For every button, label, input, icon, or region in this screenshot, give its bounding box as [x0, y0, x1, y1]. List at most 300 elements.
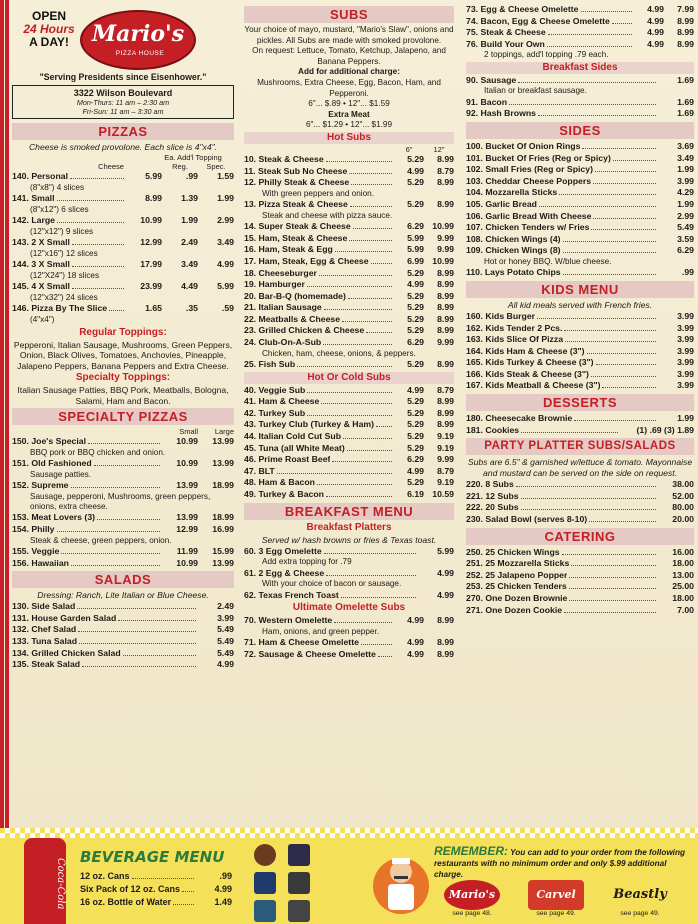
chef-mascot-icon	[368, 846, 434, 920]
item-description: (4"x4")	[30, 314, 55, 324]
salad-list	[12, 601, 234, 671]
leader-dots	[173, 904, 194, 905]
leader-dots	[326, 575, 416, 576]
item-price: 8.99	[677, 38, 694, 49]
item-name: 49. Turkey & Bacon	[244, 489, 324, 499]
subs-header: SUBS	[244, 6, 454, 23]
item-price: 16.00	[672, 546, 694, 557]
party-list	[466, 479, 694, 525]
item-name: 130. Side Salad	[12, 601, 76, 612]
item-price: 12.99	[176, 524, 198, 535]
menu-item-row	[244, 408, 454, 420]
leader-dots	[516, 486, 656, 487]
column-left	[12, 4, 234, 671]
leader-dots	[341, 597, 416, 598]
leader-dots	[574, 420, 656, 421]
item-price: 8.99	[437, 153, 454, 164]
item-price: 3.99	[677, 310, 694, 321]
leader-dots	[319, 275, 392, 276]
leader-dots	[361, 644, 392, 645]
address-box	[12, 85, 234, 119]
item-description: With your choice of bacon or sausage.	[262, 579, 402, 589]
item-name: 142. Large	[12, 215, 55, 225]
item-price: 5.49	[217, 636, 234, 646]
leader-dots	[324, 309, 392, 310]
leader-dots	[564, 330, 656, 331]
item-name: 74. Bacon, Egg & Cheese Omelette	[466, 15, 610, 26]
subs-extra-price: 6"... $.89 • 12"... $1.59	[308, 99, 390, 109]
item-price: 1.69	[677, 74, 694, 85]
regular-toppings	[12, 327, 234, 371]
item-price: 10.99	[140, 215, 162, 225]
checker-border	[0, 828, 698, 838]
menu-item-row	[466, 211, 694, 223]
menu-item-row	[466, 380, 694, 392]
item-name: 13. Pizza Steak & Cheese	[244, 199, 348, 210]
leader-dots	[321, 403, 392, 404]
brand-logo-marios: Mario's	[444, 880, 500, 910]
thumb-icon-2	[288, 844, 310, 866]
menu-item-row	[244, 489, 454, 501]
subs-extra-title: Add for additional charge:	[298, 67, 400, 77]
leader-dots	[324, 553, 416, 554]
item-price: 1.69	[677, 96, 694, 107]
item-price: 10.99	[176, 458, 198, 469]
logo-area	[12, 4, 234, 70]
a-day-label: A DAY!	[29, 35, 69, 49]
specialty-list	[12, 436, 234, 569]
item-price: 38.00	[672, 479, 694, 490]
item-price: 3.49	[181, 259, 198, 269]
menu-item-row	[244, 291, 454, 303]
platters-header: Breakfast Platters	[306, 521, 392, 533]
item-description: Sausage, pepperoni, Mushrooms, green peppers, onions, extra cheese.	[30, 491, 211, 512]
item-price: 4.49	[181, 281, 198, 291]
item-price: 5.29	[407, 290, 424, 301]
item-name: 20. Bar-B-Q (homemade)	[244, 290, 346, 301]
leader-dots	[307, 286, 392, 287]
item-price: 2.49	[181, 237, 198, 247]
restaurant-thumbnails	[252, 842, 314, 922]
item-price: 8.99	[437, 648, 454, 659]
item-price: 8.99	[437, 419, 454, 430]
item-price: 23.99	[140, 281, 162, 291]
item-price: 1.99	[677, 164, 694, 175]
menu-item-row	[244, 233, 454, 245]
item-price: 3.99	[677, 368, 694, 379]
menu-item-row	[244, 256, 454, 268]
item-price: 8.99	[437, 325, 454, 336]
leader-dots	[57, 531, 161, 532]
item-name: 10. Steak & Cheese	[244, 153, 324, 164]
menu-item-row	[466, 176, 694, 188]
address: 3322 Wilson Boulevard	[73, 88, 173, 98]
menu-item-row	[466, 97, 694, 109]
item-price: 4.99	[437, 567, 454, 578]
menu-item-row	[466, 502, 694, 514]
platters-note: Served w/ hash browns or fries & Texas toast.	[261, 534, 437, 545]
item-price: 5.29	[407, 419, 424, 430]
item-price: 4.99	[407, 384, 424, 395]
item-price: 1.99	[181, 215, 198, 225]
hours-weekday: Mon-Thurs: 11 am – 2:30 am	[76, 98, 170, 107]
item-name: 22. Meatballs & Cheese	[244, 313, 341, 324]
item-price: (1) .69 (3) 1.89	[636, 424, 694, 435]
item-price: .99	[681, 267, 694, 278]
leader-dots	[182, 891, 194, 892]
item-name: 72. Sausage & Cheese Omelette	[244, 648, 376, 659]
item-price: 8.99	[437, 637, 454, 648]
item-price: 16.99	[212, 524, 234, 535]
leader-dots	[350, 206, 392, 207]
menu-item-row	[466, 245, 694, 257]
item-description: (12"x32") 24 slices	[30, 292, 98, 302]
menu-item-row	[466, 369, 694, 381]
menu-item-row	[244, 466, 454, 478]
item-name: 100. Bucket Of Onion Rings	[466, 140, 581, 151]
item-name: 154. Philly	[12, 524, 55, 535]
item-name: 25. Fish Sub	[244, 359, 296, 370]
menu-item-row	[12, 193, 234, 205]
leader-dots	[118, 620, 196, 621]
item-name: 48. Ham & Bacon	[244, 477, 315, 488]
sides-list	[466, 141, 694, 279]
item-name: 104. Mozzarella Sticks	[466, 187, 558, 198]
menu-item-row	[12, 624, 234, 636]
item-price: 9.19	[437, 442, 454, 453]
item-description: 2 toppings, add'l topping .79 each.	[484, 50, 609, 60]
menu-item-row	[244, 359, 454, 371]
six-inch-head: 6"	[405, 144, 413, 154]
item-name: 106. Garlic Bread With Cheese	[466, 210, 592, 221]
item-price: 4.99	[214, 884, 232, 894]
menu-item-row	[466, 187, 694, 199]
item-price: 2.49	[217, 601, 234, 612]
party-header: PARTY PLATTER SUBS/SALADS	[466, 438, 694, 455]
small-head: Small	[179, 427, 198, 437]
brand-logo-carvel: Carvel	[528, 880, 584, 910]
item-name: 253. 25 Chicken Tenders	[466, 581, 567, 592]
reg-head: Reg.	[172, 162, 188, 171]
menu-item-row	[244, 385, 454, 397]
leader-dots	[537, 318, 656, 319]
item-name: 220. 8 Subs	[466, 479, 514, 490]
leader-dots	[326, 496, 392, 497]
menu-item-row	[80, 896, 232, 909]
item-name: 164. Kids Ham & Cheese (3")	[466, 345, 585, 356]
item-price: 18.00	[672, 593, 694, 603]
subs-extra: Mushrooms, Extra Cheese, Egg, Bacon, Ham, and Pepperoni.	[257, 77, 441, 98]
item-name: 46. Prime Roast Beef	[244, 454, 331, 465]
leader-dots	[366, 332, 392, 333]
item-name: 15. Ham, Steak & Cheese	[244, 232, 348, 243]
menu-item-row	[12, 171, 234, 183]
leader-dots	[612, 23, 632, 24]
menu-item-row	[466, 153, 694, 165]
cold-subs-list	[244, 385, 454, 501]
item-price: .99	[219, 871, 232, 881]
item-name: 271. One Dozen Cookie	[466, 604, 563, 615]
item-name: 140. Personal	[12, 171, 69, 181]
item-price: 13.99	[212, 557, 234, 568]
item-price: 5.99	[407, 244, 424, 255]
item-name: 101. Bucket Of Fries (Reg or Spicy)	[466, 152, 611, 163]
item-price: 13.00	[672, 569, 694, 580]
leader-dots	[349, 240, 392, 241]
item-price: 4.29	[677, 187, 694, 198]
omelette-list-b	[466, 4, 694, 61]
thumb-icon-3	[254, 872, 276, 894]
leader-dots	[334, 622, 392, 623]
leader-dots	[376, 426, 392, 427]
item-price: 20.00	[672, 514, 694, 525]
item-price: 8.99	[437, 313, 454, 324]
item-price: 5.49	[217, 624, 234, 635]
sides-header: SIDES	[466, 122, 694, 139]
item-price: 4.99	[407, 279, 424, 290]
item-price: 13.99	[176, 480, 198, 491]
pizza-column-head	[12, 153, 234, 162]
dessert-list	[466, 413, 694, 436]
item-price: 7.99	[677, 4, 694, 14]
item-name: 108. Chicken Wings (4)	[466, 233, 561, 244]
party-note: Subs are 6.5" & garnished w/lettuce & tomato. Mayonnaise and mustard can be served on the side on request.	[467, 457, 693, 479]
item-price: 8.99	[437, 407, 454, 418]
item-description: (8"x12") 6 slices	[30, 204, 89, 214]
menu-item-row	[466, 593, 694, 605]
hot-subs-header: Hot Subs	[244, 132, 454, 144]
item-name: 19. Hamburger	[244, 279, 305, 290]
leader-dots	[564, 612, 656, 613]
menu-item-row	[466, 39, 694, 51]
item-price: 10.99	[432, 221, 454, 232]
menu-item-row	[12, 237, 234, 249]
item-price: 4.99	[647, 15, 664, 26]
item-price: 6.99	[407, 255, 424, 266]
cold-subs-header: Hot Or Cold Subs	[244, 372, 454, 384]
item-name: 133. Tuna Salad	[12, 636, 78, 646]
item-name: 156. Hawaiian	[12, 557, 69, 568]
item-price: 5.29	[407, 396, 424, 407]
open-24-hours-badge	[18, 10, 80, 49]
menu-item-row	[466, 581, 694, 593]
item-name: 167. Kids Meatball & Cheese (3")	[466, 380, 601, 391]
leader-dots	[88, 443, 160, 444]
item-price: 5.29	[407, 267, 424, 278]
menu-item-row	[466, 267, 694, 279]
leader-dots	[94, 465, 160, 466]
item-name: 21. Italian Sausage	[244, 302, 322, 313]
menu-item-row	[12, 636, 234, 648]
item-price: 3.49	[217, 237, 234, 247]
item-price: .99	[185, 171, 198, 181]
item-price: 3.99	[217, 612, 234, 623]
leader-dots	[71, 487, 161, 488]
leader-dots	[343, 438, 392, 439]
leader-dots	[307, 392, 392, 393]
item-price: 6.29	[677, 245, 694, 256]
subs-request: On request: Lettuce, Tomato, Ketchup, Jalapeno, and Banana Peppers.	[252, 46, 446, 66]
item-price: 10.59	[432, 489, 454, 499]
item-name: 163. Kids Slice Of Pizza	[466, 334, 564, 345]
large-head: Large	[214, 427, 234, 437]
menu-item-row	[466, 199, 694, 211]
spec-head: Spec.	[206, 162, 226, 171]
menu-item-row	[466, 16, 694, 28]
hot-subs-list	[244, 154, 454, 371]
item-price: 8.99	[437, 199, 454, 210]
leader-dots	[70, 178, 124, 179]
item-description: Sausage patties.	[30, 469, 91, 479]
kids-list	[466, 311, 694, 392]
item-description: (12"x16") 12 slices	[30, 248, 98, 258]
item-price: 9.99	[437, 232, 454, 243]
menu-item-row	[466, 479, 694, 491]
item-price: 5.99	[217, 281, 234, 291]
item-description: (12"x12") 9 slices	[30, 226, 94, 236]
item-name: 18. Cheeseburger	[244, 267, 317, 278]
item-price: 8.99	[437, 359, 454, 370]
leader-dots	[351, 184, 392, 185]
leader-dots	[591, 229, 656, 230]
item-price: 5.49	[217, 647, 234, 658]
menu-item-row	[466, 558, 694, 570]
coca-cola-can-icon: Coca-Cola	[24, 838, 66, 924]
leader-dots	[565, 341, 656, 342]
item-name: 14. Super Steak & Cheese	[244, 221, 351, 232]
item-name: 16. Ham, Steak & Egg	[244, 244, 333, 255]
menu-item-row	[12, 215, 234, 227]
menu-item-row	[466, 222, 694, 234]
menu-item-row	[12, 558, 234, 570]
leader-dots	[371, 263, 392, 264]
leader-dots	[562, 554, 656, 555]
leader-dots	[353, 228, 392, 229]
item-description: With green peppers and onion.	[262, 188, 374, 198]
item-price: 6.29	[407, 221, 424, 232]
item-name: 45. Tuna (all White Meat)	[244, 442, 345, 453]
item-price: 1.99	[677, 198, 694, 209]
leader-dots	[569, 577, 656, 578]
pizzas-note: Cheese is smoked provolone. Each slice is 4"x4".	[28, 142, 218, 152]
item-name: 16 oz. Bottle of Water	[80, 897, 172, 907]
hours-weekend: Fri-Sun: 11 am – 3:30 am	[82, 107, 164, 116]
menu-item-row	[12, 524, 234, 536]
item-price: 5.99	[145, 171, 162, 181]
leader-dots	[521, 432, 618, 433]
item-price: 15.99	[212, 546, 234, 557]
see-page-carvel: see page 49.	[536, 910, 576, 917]
platter-list	[244, 546, 454, 602]
leader-dots	[348, 298, 392, 299]
specialty-toppings	[12, 372, 234, 406]
item-name: 44. Italian Cold Cut Sub	[244, 431, 342, 442]
item-price: 5.29	[407, 313, 424, 324]
item-price: 8.79	[437, 165, 454, 176]
menu-item-row	[244, 166, 454, 178]
leader-dots	[57, 200, 124, 201]
item-price: 4.99	[407, 615, 424, 626]
item-price: 10.99	[176, 557, 198, 568]
item-price: 8.99	[437, 396, 454, 407]
menu-item-row	[12, 303, 234, 315]
leader-dots	[335, 251, 392, 252]
item-name: 146. Pizza By The Slice	[12, 303, 108, 313]
catering-list	[466, 547, 694, 617]
leader-dots	[57, 222, 124, 223]
item-name: 103. Cheddar Cheese Poppers	[466, 175, 592, 186]
item-name: 270. One Dozen Brownie	[466, 593, 568, 603]
item-name: 166. Kids Steak & Cheese (3")	[466, 368, 589, 379]
menu-item-row	[466, 4, 694, 16]
item-name: 12. Philly Steak & Cheese	[244, 177, 350, 188]
leader-dots	[97, 519, 160, 520]
leader-dots	[569, 600, 656, 601]
pizza-column-subhead	[12, 162, 234, 171]
item-price: 5.99	[437, 545, 454, 556]
leader-dots	[378, 656, 392, 657]
menu-item-row	[244, 337, 454, 349]
item-price: 4.99	[647, 4, 664, 14]
item-price: 4.99	[407, 465, 424, 476]
menu-item-row	[80, 883, 232, 896]
leader-dots	[71, 565, 160, 566]
menu-item-row	[244, 443, 454, 455]
item-price: 11.99	[176, 546, 198, 557]
item-price: 6.29	[407, 454, 424, 465]
menu-item-row	[12, 436, 234, 448]
thumb-icon-4	[288, 872, 310, 894]
item-price: 3.99	[677, 357, 694, 368]
leader-dots	[596, 364, 656, 365]
leader-dots	[521, 498, 656, 499]
omelette-list-a	[244, 615, 454, 660]
item-name: 152. Supreme	[12, 480, 69, 491]
see-page-beastly: see page 49.	[620, 910, 660, 917]
item-price: 8.99	[437, 302, 454, 313]
leader-dots	[613, 160, 656, 161]
leader-dots	[61, 553, 160, 554]
menu-item-row	[244, 419, 454, 431]
item-name: 251. 25 Mozzarella Sticks	[466, 558, 570, 569]
menu-item-row	[244, 568, 454, 580]
leader-dots	[563, 274, 656, 275]
item-name: 70. Western Omelette	[244, 615, 333, 626]
leader-dots	[307, 415, 392, 416]
kids-header: KIDS MENU	[466, 281, 694, 298]
item-name: 43. Turkey Club (Turkey & Ham)	[244, 419, 375, 430]
menu-item-row	[466, 141, 694, 153]
leader-dots	[132, 878, 194, 879]
addl-topping-head: Ea. Add'l Topping	[164, 153, 222, 162]
item-price: 4.99	[647, 38, 664, 49]
menu-item-row	[244, 454, 454, 466]
menu-item-row	[12, 546, 234, 558]
item-price: 5.29	[407, 325, 424, 336]
item-price: 7.00	[677, 604, 694, 615]
item-description: Add extra topping for .79	[262, 557, 352, 567]
item-price: 4.99	[407, 165, 424, 176]
leader-dots	[563, 241, 656, 242]
menu-item-row	[466, 75, 694, 87]
item-price: 1.59	[217, 171, 234, 181]
leader-dots	[123, 655, 196, 656]
item-price: 10.99	[176, 436, 198, 447]
item-name: 75. Steak & Cheese	[466, 27, 546, 38]
brand-name: Mario's	[91, 21, 185, 47]
item-price: 3.59	[677, 233, 694, 244]
item-price: 9.19	[437, 477, 454, 488]
